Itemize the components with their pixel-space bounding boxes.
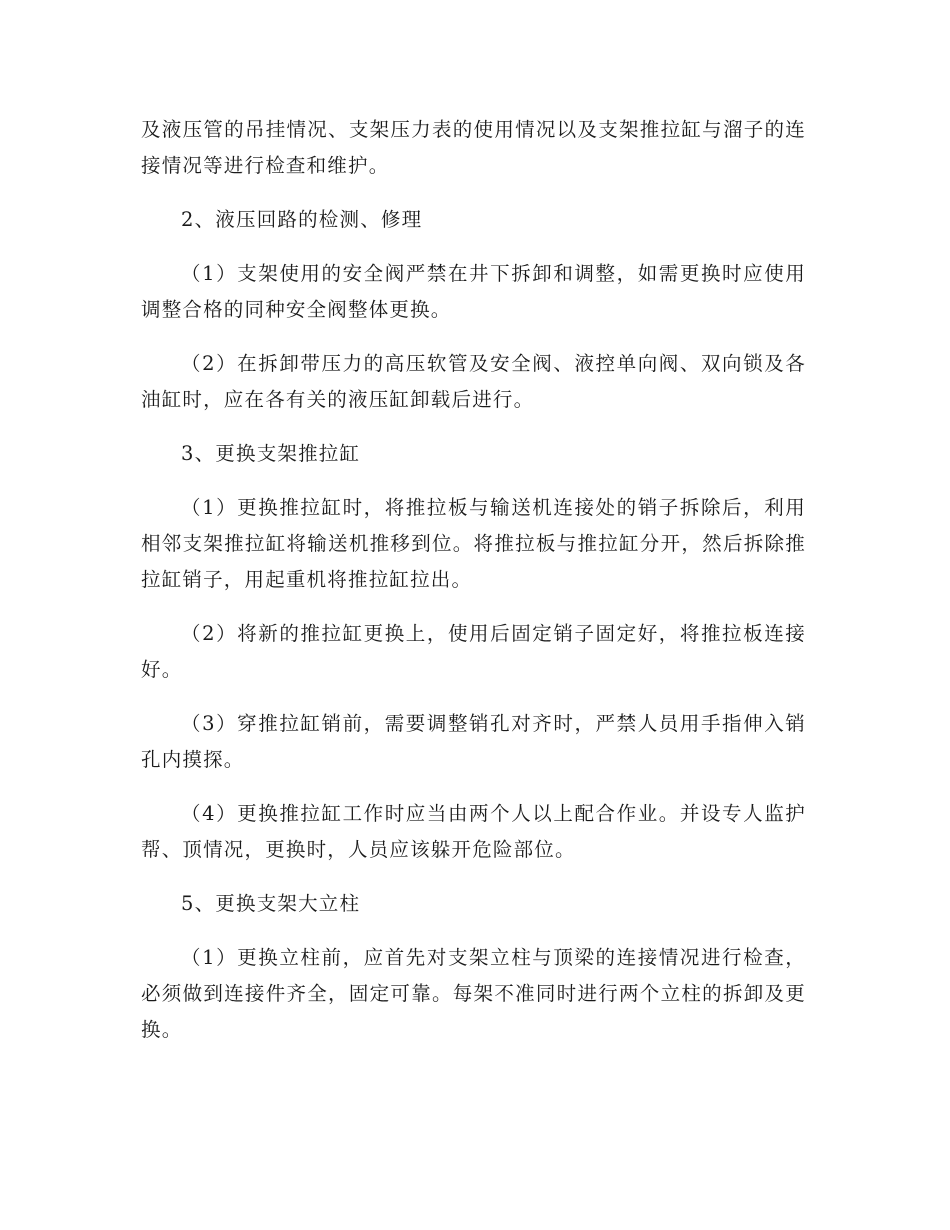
paragraph-replace-column-1: （1）更换立柱前，应首先对支架立柱与顶梁的连接情况进行检查，必须做到连接件齐全，固定可靠。每架不准同时进行两个立柱的拆卸及更换。	[141, 946, 806, 1041]
section-heading-push-pull-cylinder: 3、更换支架推拉缸	[181, 442, 361, 465]
paragraph-replace-cylinder-1: （1）更换推拉缸时，将推拉板与输送机连接处的销子拆除后，利用相邻支架推拉缸将输送机推移到位。将推拉板与推拉缸分开，然后拆除推拉缸销子，用起重机将推拉缸拉出。	[141, 496, 806, 591]
paragraph-replace-cylinder-2: （2）将新的推拉缸更换上，使用后固定销子固定好，将推拉板连接好。	[141, 622, 806, 681]
paragraph-high-pressure-hose: （2）在拆卸带压力的高压软管及安全阀、液控单向阀、双向锁及各油缸时，应在各有关的液压缸卸载后进行。	[141, 352, 806, 411]
paragraph-safety-valve: （1）支架使用的安全阀严禁在井下拆卸和调整，如需更换时应使用调整合格的同种安全阀整体更换。	[141, 262, 806, 321]
paragraph-replace-cylinder-3: （3）穿推拉缸销前，需要调整销孔对齐时，严禁人员用手指伸入销孔内摸探。	[141, 712, 806, 771]
section-heading-hydraulic-circuit: 2、液压回路的检测、修理	[181, 208, 423, 231]
paragraph-replace-cylinder-4: （4）更换推拉缸工作时应当由两个人以上配合作业。并设专人监护帮、顶情况，更换时，人员应该躲开危险部位。	[141, 802, 806, 861]
section-heading-main-column: 5、更换支架大立柱	[181, 892, 361, 915]
document-page	[141, 112, 806, 1048]
paragraph-continuation: 及液压管的吊挂情况、支架压力表的使用情况以及支架推拉缸与溜子的连接情况等进行检查和维护。	[141, 118, 806, 177]
